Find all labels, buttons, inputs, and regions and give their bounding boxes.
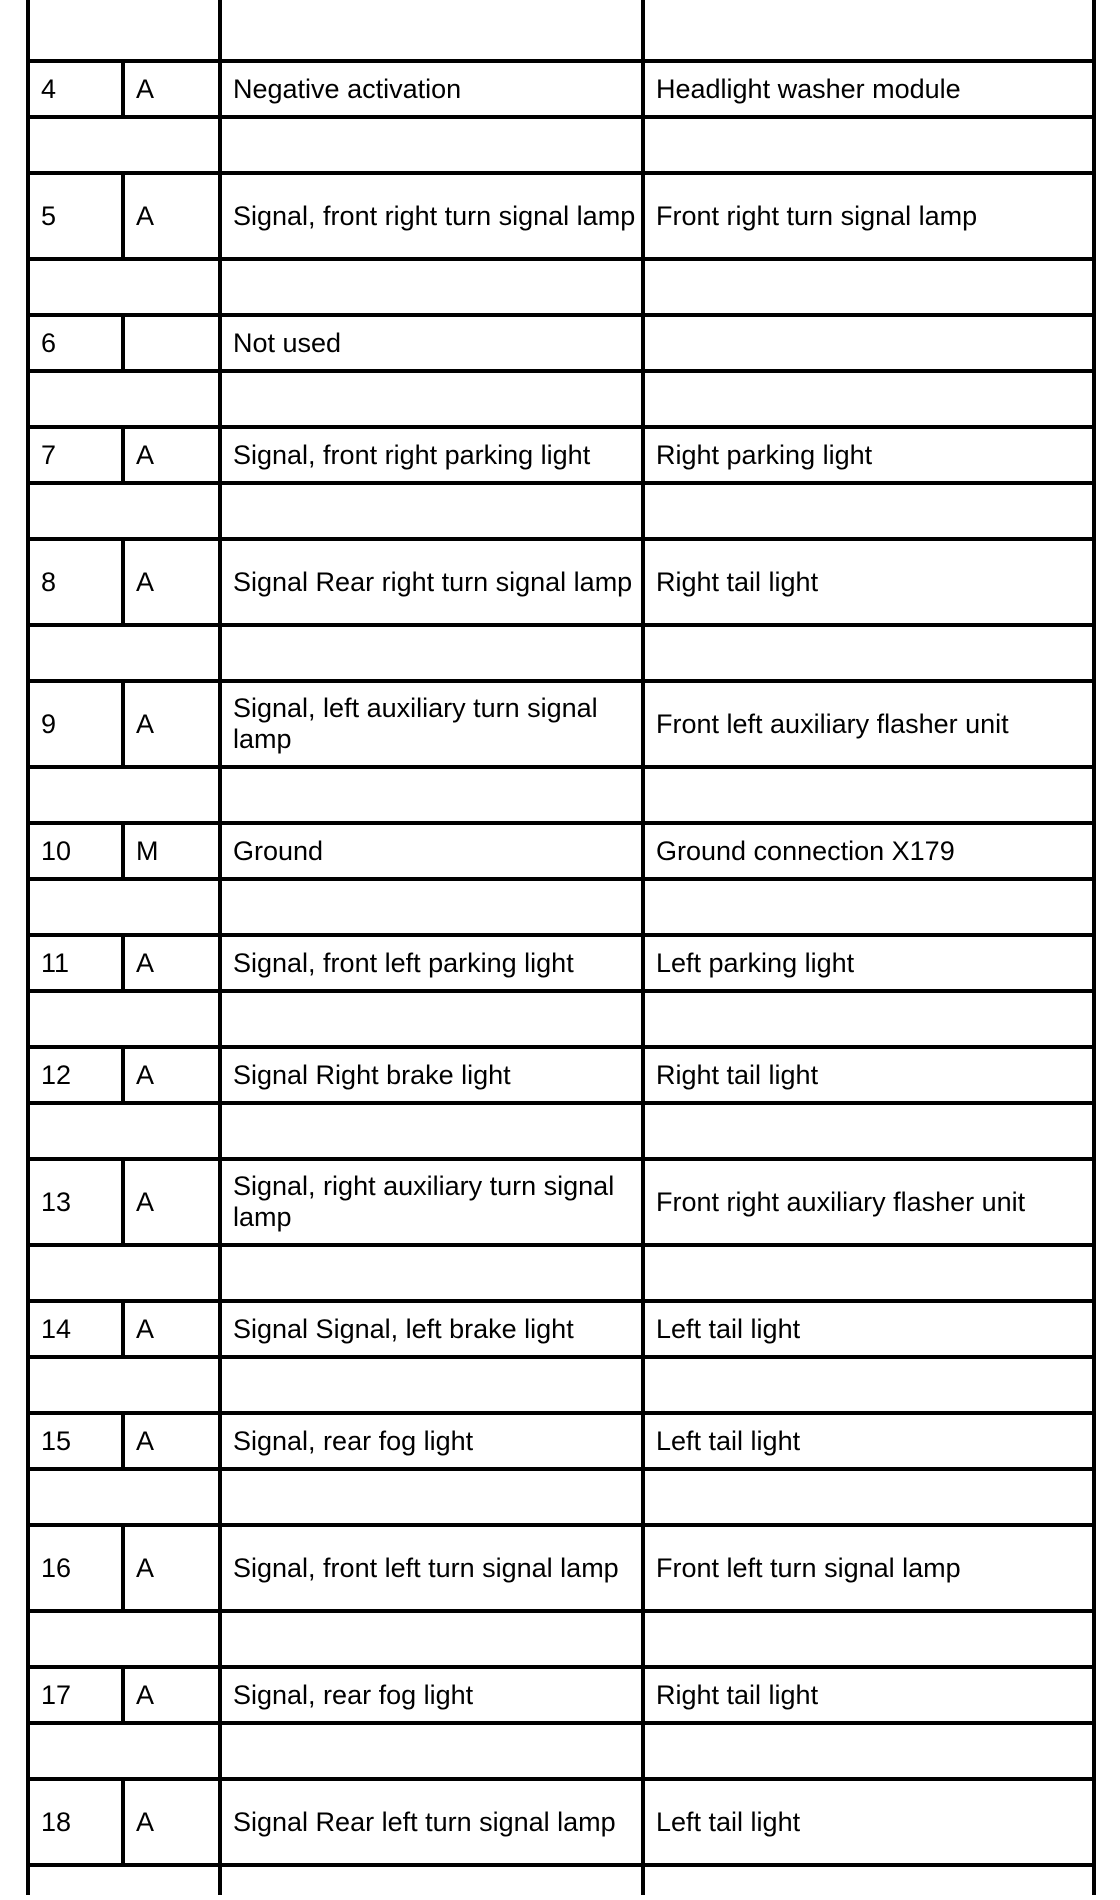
type-cell: A xyxy=(123,1525,220,1611)
component-cell: Front right auxiliary flasher unit xyxy=(643,1159,1094,1245)
spacer-row xyxy=(28,879,1094,935)
type-cell: A xyxy=(123,1413,220,1469)
spacer-cell xyxy=(28,1723,220,1779)
spacer-cell xyxy=(643,1103,1094,1159)
spacer-cell xyxy=(28,1103,220,1159)
spacer-cell xyxy=(643,371,1094,427)
spacer-row xyxy=(28,259,1094,315)
table-row xyxy=(28,1667,1094,1723)
component-cell: Front right turn signal lamp xyxy=(643,173,1094,259)
spacer-cell xyxy=(28,1357,220,1413)
spacer-row xyxy=(28,1611,1094,1667)
spacer-cell xyxy=(28,1611,220,1667)
spacer-cell xyxy=(28,1865,220,1895)
spacer-row xyxy=(28,117,1094,173)
spacer-cell xyxy=(643,0,1094,61)
type-cell: M xyxy=(123,823,220,879)
spacer-cell xyxy=(220,625,643,681)
signal-cell: Signal, front right turn signal lamp xyxy=(220,173,643,259)
spacer-cell xyxy=(28,767,220,823)
spacer-cell xyxy=(28,991,220,1047)
signal-cell: Signal, front left parking light xyxy=(220,935,643,991)
table-row xyxy=(28,1525,1094,1611)
spacer-cell xyxy=(643,1723,1094,1779)
signal-cell: Signal, front left turn signal lamp xyxy=(220,1525,643,1611)
spacer-cell xyxy=(220,1245,643,1301)
type-cell: A xyxy=(123,1301,220,1357)
spacer-cell xyxy=(28,0,220,61)
spacer-row xyxy=(28,1103,1094,1159)
pin-cell: 14 xyxy=(28,1301,123,1357)
spacer-cell xyxy=(220,1103,643,1159)
component-cell: Left tail light xyxy=(643,1413,1094,1469)
table-row xyxy=(28,1779,1094,1865)
spacer-cell xyxy=(28,483,220,539)
pin-cell: 9 xyxy=(28,681,123,767)
spacer-cell xyxy=(220,0,643,61)
component-cell: Front left turn signal lamp xyxy=(643,1525,1094,1611)
spacer-cell xyxy=(643,1611,1094,1667)
pin-assignment-table xyxy=(26,0,1096,1895)
pin-table-body xyxy=(28,0,1094,1895)
spacer-cell xyxy=(643,483,1094,539)
spacer-cell xyxy=(220,1469,643,1525)
spacer-row xyxy=(28,1865,1094,1895)
component-cell: Ground connection X179 xyxy=(643,823,1094,879)
pin-cell: 18 xyxy=(28,1779,123,1865)
signal-cell: Signal, left auxiliary turn signal lamp xyxy=(220,681,643,767)
component-cell: Right tail light xyxy=(643,1047,1094,1103)
spacer-cell xyxy=(643,625,1094,681)
type-cell: A xyxy=(123,1047,220,1103)
pin-cell: 11 xyxy=(28,935,123,991)
table-row xyxy=(28,1413,1094,1469)
spacer-cell xyxy=(220,371,643,427)
signal-cell: Signal Signal, left brake light xyxy=(220,1301,643,1357)
signal-cell: Signal Rear left turn signal lamp xyxy=(220,1779,643,1865)
spacer-cell xyxy=(643,991,1094,1047)
pin-cell: 15 xyxy=(28,1413,123,1469)
component-cell: Left tail light xyxy=(643,1779,1094,1865)
table-row xyxy=(28,935,1094,991)
table-row xyxy=(28,681,1094,767)
spacer-row xyxy=(28,625,1094,681)
type-cell: A xyxy=(123,1667,220,1723)
signal-cell: Ground xyxy=(220,823,643,879)
spacer-cell xyxy=(643,1357,1094,1413)
component-cell: Right tail light xyxy=(643,1667,1094,1723)
pin-cell: 16 xyxy=(28,1525,123,1611)
component-cell: Left tail light xyxy=(643,1301,1094,1357)
spacer-row xyxy=(28,371,1094,427)
type-cell xyxy=(123,315,220,371)
signal-cell: Signal Rear right turn signal lamp xyxy=(220,539,643,625)
spacer-cell xyxy=(643,1865,1094,1895)
signal-cell: Negative activation xyxy=(220,61,643,117)
spacer-cell xyxy=(643,117,1094,173)
spacer-cell xyxy=(28,1469,220,1525)
spacer-row xyxy=(28,0,1094,61)
spacer-cell xyxy=(643,767,1094,823)
type-cell: A xyxy=(123,539,220,625)
spacer-cell xyxy=(220,1357,643,1413)
type-cell: A xyxy=(123,1779,220,1865)
spacer-cell xyxy=(220,483,643,539)
table-row xyxy=(28,823,1094,879)
pin-cell: 5 xyxy=(28,173,123,259)
component-cell: Right parking light xyxy=(643,427,1094,483)
type-cell: A xyxy=(123,427,220,483)
pin-cell: 6 xyxy=(28,315,123,371)
component-cell: Headlight washer module xyxy=(643,61,1094,117)
spacer-row xyxy=(28,483,1094,539)
component-cell: Front left auxiliary flasher unit xyxy=(643,681,1094,767)
spacer-cell xyxy=(220,1723,643,1779)
type-cell: A xyxy=(123,1159,220,1245)
spacer-cell xyxy=(28,117,220,173)
table-row xyxy=(28,539,1094,625)
type-cell: A xyxy=(123,681,220,767)
spacer-cell xyxy=(643,879,1094,935)
spacer-row xyxy=(28,1469,1094,1525)
table-row xyxy=(28,173,1094,259)
spacer-cell xyxy=(220,767,643,823)
signal-cell: Not used xyxy=(220,315,643,371)
pin-cell: 4 xyxy=(28,61,123,117)
table-row xyxy=(28,1047,1094,1103)
spacer-cell xyxy=(28,259,220,315)
pin-cell: 17 xyxy=(28,1667,123,1723)
pin-cell: 13 xyxy=(28,1159,123,1245)
component-cell: Right tail light xyxy=(643,539,1094,625)
spacer-cell xyxy=(643,259,1094,315)
type-cell: A xyxy=(123,61,220,117)
table-row xyxy=(28,61,1094,117)
type-cell: A xyxy=(123,935,220,991)
table-row xyxy=(28,1159,1094,1245)
signal-cell: Signal, front right parking light xyxy=(220,427,643,483)
spacer-cell xyxy=(220,879,643,935)
table-row xyxy=(28,315,1094,371)
pin-cell: 8 xyxy=(28,539,123,625)
spacer-row xyxy=(28,1723,1094,1779)
pin-cell: 12 xyxy=(28,1047,123,1103)
spacer-cell xyxy=(220,117,643,173)
signal-cell: Signal, right auxiliary turn signal lamp xyxy=(220,1159,643,1245)
table-row xyxy=(28,1301,1094,1357)
spacer-cell xyxy=(28,625,220,681)
component-cell xyxy=(643,315,1094,371)
spacer-cell xyxy=(220,991,643,1047)
spacer-cell xyxy=(220,1611,643,1667)
spacer-cell xyxy=(220,259,643,315)
pin-cell: 10 xyxy=(28,823,123,879)
spacer-row xyxy=(28,1357,1094,1413)
spacer-cell xyxy=(220,1865,643,1895)
spacer-cell xyxy=(28,371,220,427)
signal-cell: Signal, rear fog light xyxy=(220,1413,643,1469)
table-row xyxy=(28,427,1094,483)
spacer-cell xyxy=(28,1245,220,1301)
type-cell: A xyxy=(123,173,220,259)
spacer-row xyxy=(28,991,1094,1047)
spacer-cell xyxy=(643,1469,1094,1525)
spacer-cell xyxy=(643,1245,1094,1301)
spacer-cell xyxy=(28,879,220,935)
spacer-row xyxy=(28,1245,1094,1301)
pin-cell: 7 xyxy=(28,427,123,483)
spacer-row xyxy=(28,767,1094,823)
signal-cell: Signal, rear fog light xyxy=(220,1667,643,1723)
signal-cell: Signal Right brake light xyxy=(220,1047,643,1103)
component-cell: Left parking light xyxy=(643,935,1094,991)
